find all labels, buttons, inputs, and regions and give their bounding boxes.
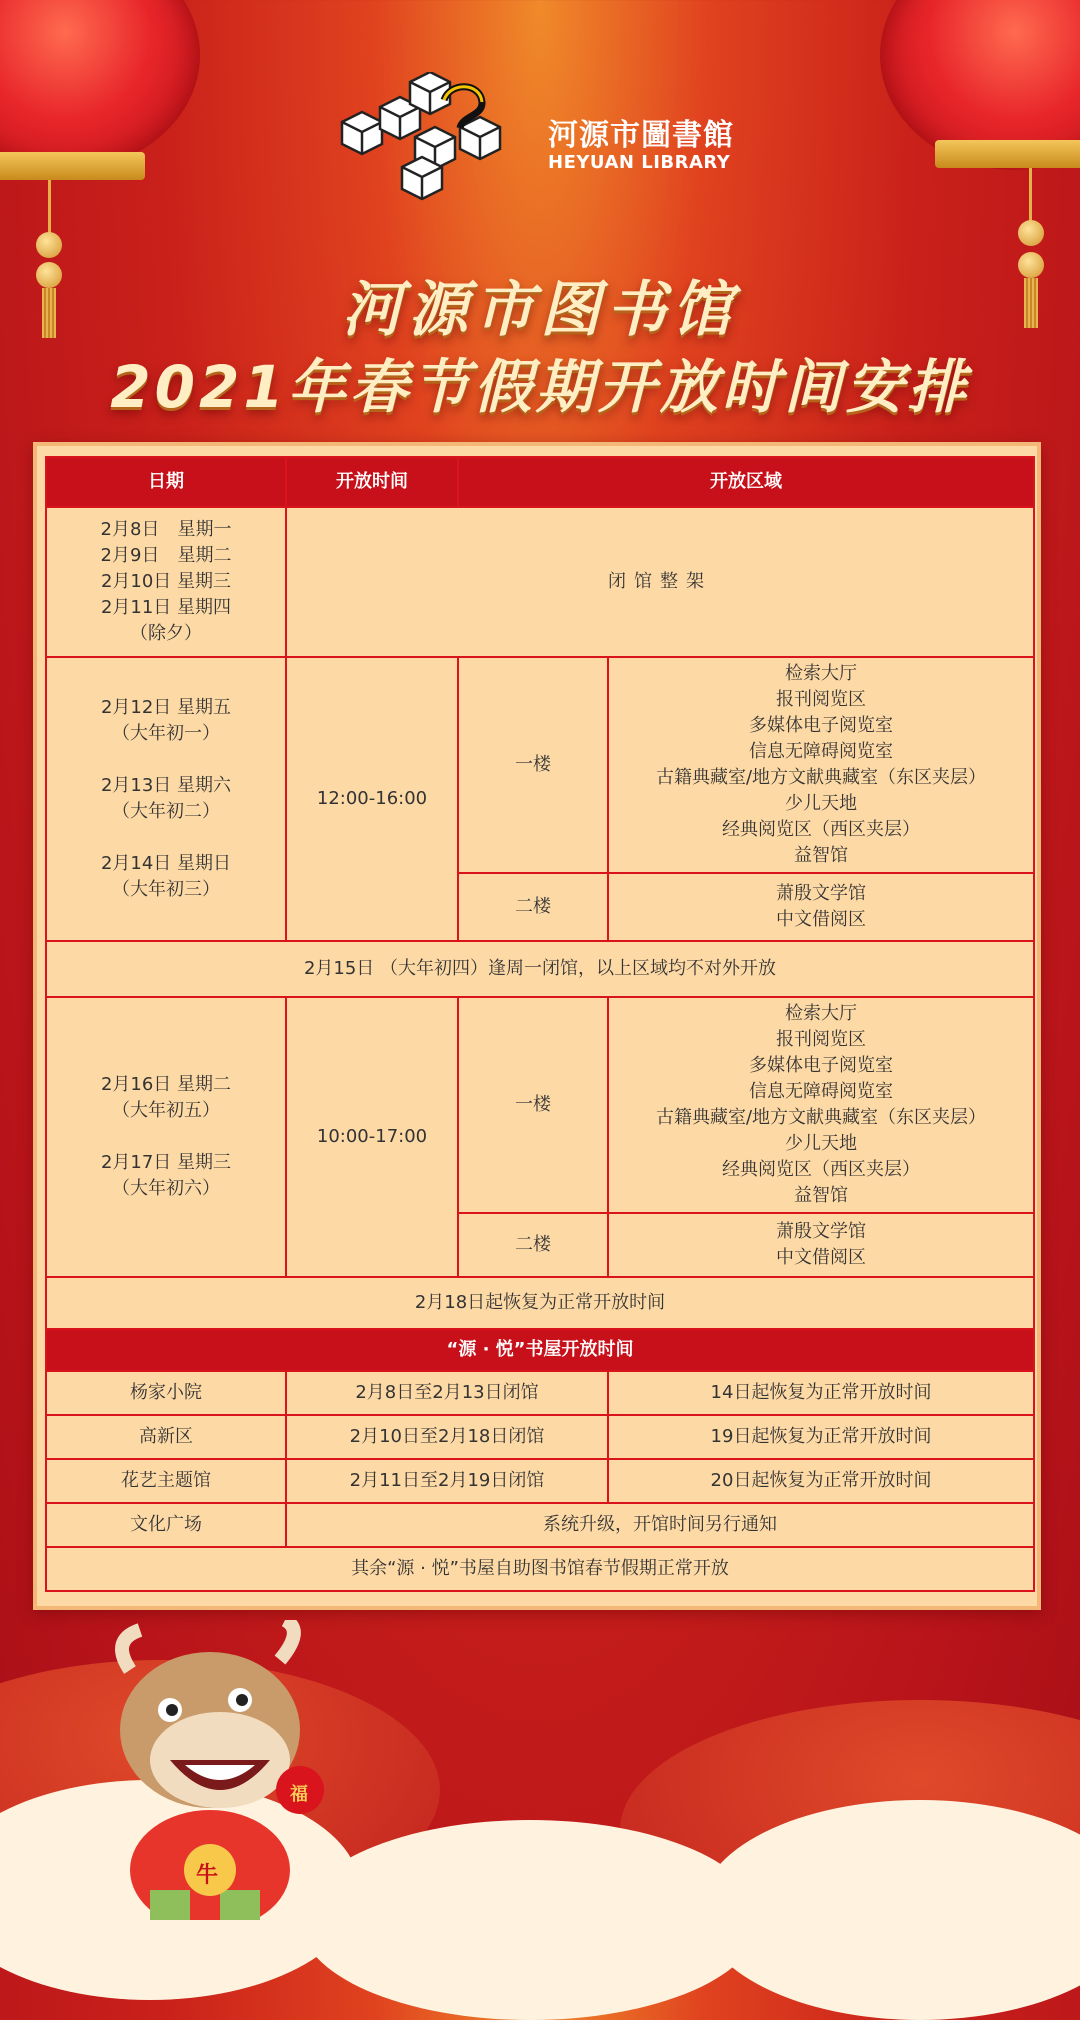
ox-mascot-icon bbox=[90, 1620, 350, 1920]
area-item: 中文借阅区 bbox=[776, 1247, 866, 1268]
area-item: 少儿天地 bbox=[785, 1133, 857, 1154]
period1-floor1-label: 一楼 bbox=[458, 657, 608, 873]
area-item: 萧殷文学馆 bbox=[776, 1221, 866, 1242]
page-subtitle: 2021年春节假期开放时间安排 bbox=[110, 353, 970, 421]
date-line: 2月8日 星期一 bbox=[100, 519, 232, 540]
area-item: 萧殷文学馆 bbox=[776, 883, 866, 904]
bookhouse-closed: 2月8日至2月13日闭馆 bbox=[286, 1371, 608, 1415]
period2-floor1-areas bbox=[608, 997, 1034, 1213]
period1-floor2-areas bbox=[608, 873, 1034, 941]
lantern-left-decoration bbox=[0, 0, 200, 170]
bookhouse-resume: 20日起恢复为正常开放时间 bbox=[608, 1459, 1034, 1503]
lantern-right-bead bbox=[1018, 220, 1044, 246]
header-date: 日期 bbox=[46, 457, 286, 507]
area-item: 益智馆 bbox=[794, 845, 848, 866]
table-row bbox=[46, 507, 1034, 657]
area-item: 少儿天地 bbox=[785, 793, 857, 814]
area-item: 经典阅览区（西区夹层） bbox=[722, 819, 920, 840]
monday-closed-note: 2月15日 （大年初四）逢周一闭馆，以上区域均不对外开放 bbox=[46, 941, 1034, 997]
table-row bbox=[46, 1547, 1034, 1591]
area-item: 信息无障碍阅览室 bbox=[749, 1081, 893, 1102]
area-item: 经典阅览区（西区夹层） bbox=[722, 1159, 920, 1180]
date-line: 2月9日 星期二 bbox=[100, 545, 232, 566]
bookhouse-closed: 2月10日至2月18日闭馆 bbox=[286, 1415, 608, 1459]
period1-floor2-label: 二楼 bbox=[458, 873, 608, 941]
date-line: （大年初五） bbox=[112, 1100, 220, 1121]
date-line: （大年初六） bbox=[112, 1178, 220, 1199]
table-row bbox=[46, 941, 1034, 997]
ox-bag-char: 福 bbox=[290, 1784, 308, 1805]
period2-floor2-areas bbox=[608, 1213, 1034, 1277]
date-line: （除夕） bbox=[130, 623, 202, 644]
date-line: （大年初三） bbox=[112, 879, 220, 900]
lantern-left-band bbox=[0, 152, 145, 180]
bookhouse-closed: 2月11日至2月19日闭馆 bbox=[286, 1459, 608, 1503]
bookhouse-header-row bbox=[46, 1329, 1034, 1371]
table-row bbox=[46, 1459, 1034, 1503]
date-line bbox=[47, 825, 285, 851]
logo-name-en: HEYUAN LIBRARY bbox=[548, 152, 731, 173]
ox-badge-char: 牛 bbox=[196, 1863, 219, 1888]
table-row bbox=[46, 657, 1034, 873]
library-logo bbox=[340, 72, 740, 212]
area-item: 检索大厅 bbox=[785, 663, 857, 684]
bookhouse-name: 杨家小院 bbox=[46, 1371, 286, 1415]
date-line: （大年初二） bbox=[112, 801, 220, 822]
header-time: 开放时间 bbox=[286, 457, 458, 507]
date-line: 2月11日 星期四 bbox=[100, 597, 232, 618]
period2-floor1-label: 一楼 bbox=[458, 997, 608, 1213]
area-item: 报刊阅览区 bbox=[776, 1029, 866, 1050]
date-line: （大年初一） bbox=[112, 723, 220, 744]
date-line: 2月17日 星期三 bbox=[100, 1152, 232, 1173]
period1-dates-cell bbox=[46, 657, 286, 941]
lantern-right-band bbox=[935, 140, 1080, 168]
footer-note: 其余“源 · 悦”书屋自助图书馆春节假期正常开放 bbox=[46, 1547, 1034, 1591]
lantern-left-bead bbox=[36, 232, 62, 258]
area-item: 报刊阅览区 bbox=[776, 689, 866, 710]
table-row bbox=[46, 997, 1034, 1213]
culture-square-name: 文化广场 bbox=[46, 1503, 286, 1547]
schedule-table bbox=[45, 456, 1035, 1592]
area-item: 信息无障碍阅览室 bbox=[749, 741, 893, 762]
period2-dates-cell bbox=[46, 997, 286, 1277]
closed-note-cell: 闭馆整架 bbox=[286, 507, 1034, 657]
table-row bbox=[46, 1277, 1034, 1329]
date-line bbox=[47, 747, 285, 773]
area-item: 中文借阅区 bbox=[776, 909, 866, 930]
area-item: 古籍典藏室/地方文献典藏室（东区夹层） bbox=[655, 767, 987, 788]
area-item: 古籍典藏室/地方文献典藏室（东区夹层） bbox=[655, 1107, 987, 1128]
area-item: 检索大厅 bbox=[785, 1003, 857, 1024]
area-item: 益智馆 bbox=[794, 1185, 848, 1206]
logo-name-cn: 河源市圖書館 bbox=[548, 118, 734, 153]
area-item: 多媒体电子阅览室 bbox=[749, 715, 893, 736]
table-row bbox=[46, 1415, 1034, 1459]
culture-square-note: 系统升级，开馆时间另行通知 bbox=[286, 1503, 1034, 1547]
date-line: 2月12日 星期五 bbox=[100, 697, 232, 718]
header-area: 开放区域 bbox=[458, 457, 1034, 507]
bookhouse-name: 花艺主题馆 bbox=[46, 1459, 286, 1503]
date-line: 2月16日 星期二 bbox=[100, 1074, 232, 1095]
closed-dates-cell bbox=[46, 507, 286, 657]
period2-floor2-label: 二楼 bbox=[458, 1213, 608, 1277]
bookhouse-name: 高新区 bbox=[46, 1415, 286, 1459]
date-line: 2月13日 星期六 bbox=[100, 775, 232, 796]
period1-floor1-areas bbox=[608, 657, 1034, 873]
period1-time-cell: 12:00-16:00 bbox=[286, 657, 458, 941]
schedule-panel bbox=[33, 442, 1041, 1610]
lantern-right-cord bbox=[1029, 168, 1032, 223]
period2-time-cell: 10:00-17:00 bbox=[286, 997, 458, 1277]
date-line: 2月10日 星期三 bbox=[100, 571, 232, 592]
page-title: 河源市图书馆 bbox=[342, 275, 738, 345]
bookhouse-resume: 14日起恢复为正常开放时间 bbox=[608, 1371, 1034, 1415]
table-header-row bbox=[46, 457, 1034, 507]
bookhouse-resume: 19日起恢复为正常开放时间 bbox=[608, 1415, 1034, 1459]
date-line: 2月14日 星期日 bbox=[100, 853, 232, 874]
cubes-logo-icon bbox=[340, 72, 540, 212]
table-row bbox=[46, 1371, 1034, 1415]
cloud-decoration bbox=[300, 1820, 760, 2020]
bookhouse-header: “源 · 悦”书屋开放时间 bbox=[46, 1329, 1034, 1371]
area-item: 多媒体电子阅览室 bbox=[749, 1055, 893, 1076]
lantern-left-cord bbox=[48, 180, 51, 240]
date-line bbox=[47, 1124, 285, 1150]
table-row bbox=[46, 1503, 1034, 1547]
resume-note: 2月18日起恢复为正常开放时间 bbox=[46, 1277, 1034, 1329]
